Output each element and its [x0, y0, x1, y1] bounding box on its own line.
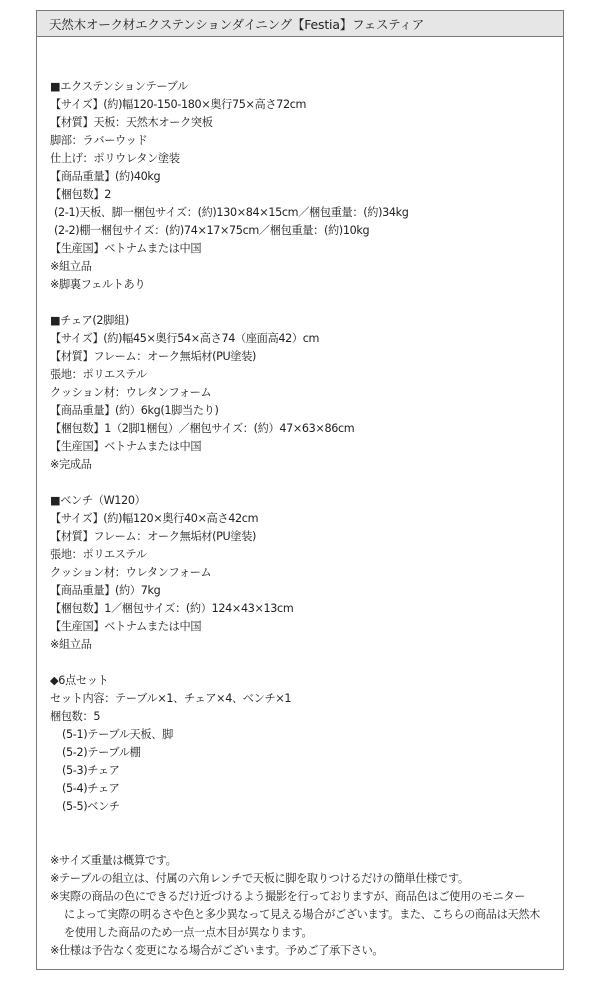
table-package-2: (2-2)棚一梱包サイズ：(約)74×17×75cm／梱包重量：(約)10kg [54, 224, 370, 237]
bench-section [50, 492, 555, 654]
note-assembly: ※テーブルの組立は、付属の六角レンチで天板に脚を取りつけるだけの簡単仕様です。 [50, 872, 469, 885]
chair-cushion: クッション材：ウレタンフォーム [50, 386, 212, 399]
set-package-item: (5-3)チェア [62, 764, 120, 777]
chair-weight: 【商品重量】(約）6kg(1脚当たり) [50, 404, 219, 417]
bench-weight: 【商品重量】(約）7kg [50, 584, 161, 597]
set-package-item: (5-2)テーブル棚 [62, 746, 141, 759]
chair-packages: 【梱包数】1（2脚1梱包）／梱包サイズ：(約）47×63×86cm [50, 422, 355, 435]
chair-finished-note: ※完成品 [50, 458, 92, 471]
set-heading: ◆6点セット [50, 674, 109, 687]
bench-size: 【サイズ】(約)幅120×奥行40×高さ42cm [50, 512, 259, 525]
chair-fabric: 張地：ポリエステル [50, 368, 147, 381]
table-weight: 【商品重量】(約)40kg [50, 170, 161, 183]
spec-content [37, 37, 563, 960]
bench-material: 【材質】フレーム：オーク無垢材(PU塗装) [50, 530, 257, 543]
note-spec-change: ※仕様は予告なく変更になる場合がございます。予めご了承下さい。 [50, 944, 384, 957]
set-package-item: (5-1)テーブル天板、脚 [62, 728, 173, 741]
chair-section [50, 312, 555, 474]
set-section [50, 672, 555, 816]
set-contents: セット内容：テーブル×1、チェア×4、ベンチ×1 [50, 692, 292, 705]
bench-assembly-note: ※組立品 [50, 638, 92, 651]
bench-origin: 【生産国】ベトナムまたは中国 [50, 620, 202, 633]
table-packages: 【梱包数】2 [50, 188, 111, 201]
chair-origin: 【生産国】ベトナムまたは中国 [50, 440, 202, 453]
table-finish: 仕上げ：ポリウレタン塗装 [50, 152, 180, 165]
table-felt-note: ※脚裏フェルトあり [50, 278, 146, 291]
table-package-1: (2-1)天板、脚一梱包サイズ：(約)130×84×15cm／梱包重量：(約)34kg [54, 206, 409, 219]
page-title: 天然木オーク材エクステンションダイニング【Festia】フェスティア [49, 16, 425, 32]
set-package-item: (5-5)ベンチ [62, 800, 120, 813]
set-package-count: 梱包数：5 [50, 710, 101, 723]
bench-heading: ■ベンチ（W120） [50, 494, 146, 507]
chair-material: 【材質】フレーム：オーク無垢材(PU塗装) [50, 350, 257, 363]
note-color-cont: によって実際の明るさや色と多少異なって見える場合がございます。また、こちらの商品は天然木 [64, 908, 540, 921]
chair-heading: ■チェア(2脚組) [50, 314, 129, 327]
note-color: ※実際の商品の色にできるだけ近づけるよう撮影を行っておりますが、商品色はご使用のモニター [50, 890, 526, 903]
table-section [50, 78, 555, 294]
notes-section [50, 852, 555, 960]
note-color-cont: を使用した商品のため一点一点木目が異なります。 [64, 926, 313, 939]
bench-packages: 【梱包数】1／梱包サイズ：(約）124×43×13cm [50, 602, 294, 615]
note-size-weight: ※サイズ重量は概算です。 [50, 854, 177, 867]
bench-fabric: 張地：ポリエステル [50, 548, 147, 561]
bench-cushion: クッション材：ウレタンフォーム [50, 566, 212, 579]
spec-panel [36, 10, 564, 970]
table-legs: 脚部：ラバーウッド [50, 134, 148, 147]
table-size: 【サイズ】(約)幅120-150-180×奥行75×高さ72cm [50, 98, 307, 111]
chair-size: 【サイズ】(約)幅45×奥行54×高さ74（座面高42）cm [50, 332, 320, 345]
set-package-item: (5-4)チェア [62, 782, 120, 795]
table-heading: ■エクステンションテーブル [50, 80, 188, 93]
table-assembly-note: ※組立品 [50, 260, 92, 273]
table-material: 【材質】天板：天然木オーク突板 [50, 116, 213, 129]
spec-header [37, 11, 563, 37]
table-origin: 【生産国】ベトナムまたは中国 [50, 242, 202, 255]
